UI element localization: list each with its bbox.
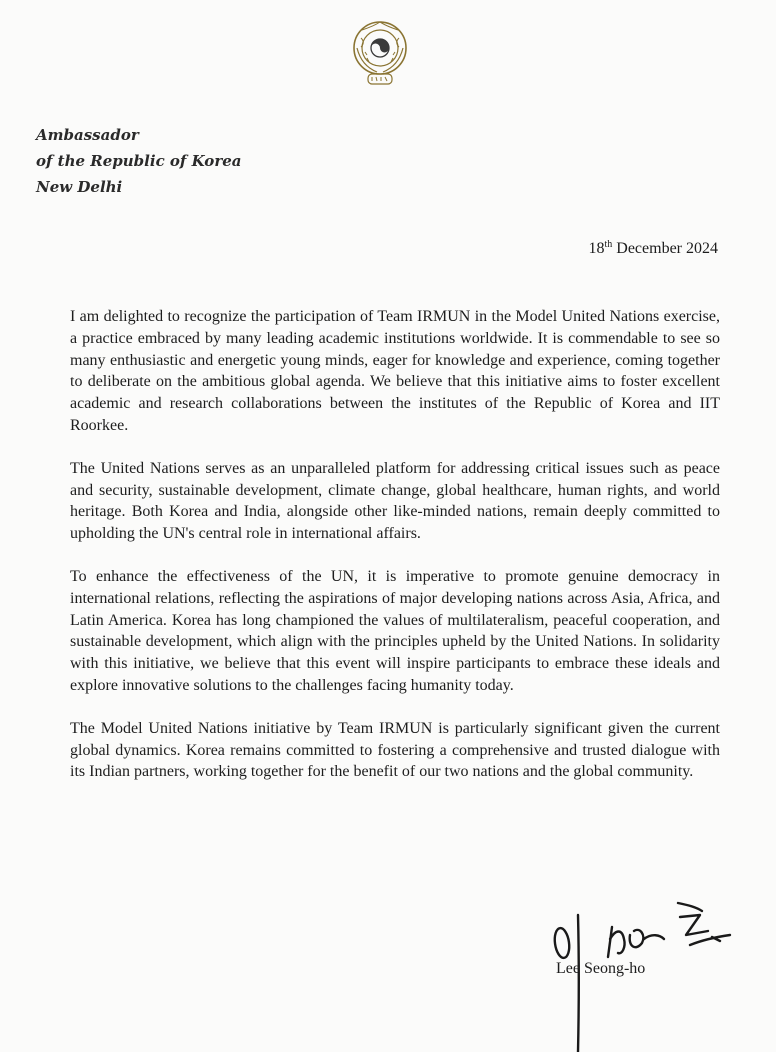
letterhead-country: of the Republic of Korea (36, 152, 242, 170)
date-suffix: th (604, 239, 613, 250)
date-day: 18 (588, 240, 605, 257)
paragraph: The Model United Nations initiative by Team IRMUN is particularly significant given the current global dynamics. Korea remains committed to fostering a comprehensive and trusted dialogue with its Indian partners, working together for the benefit of our two nations and the global community. (70, 719, 720, 781)
paragraph: I am delighted to recognize the participation of Team IRMUN in the Model United Nations exercise, a practice embraced by many leading academic institutions worldwide. It is commendable to see so many enthusiastic and energetic young minds, eager for knowledge and experience, coming together to deliberate on the ambitious global agenda. We believe that this initiative aims to foster excellent academic and research collaborations between the institutes of the Republic of Korea and IIT Roorkee. (70, 308, 720, 434)
signer-name: Lee Seong-ho (556, 960, 646, 977)
paragraph: To enhance the effectiveness of the UN, it is imperative to promote genuine democracy in international relations, reflecting the aspirations of major developing nations across Asia, Africa, and Latin America. Korea has long championed the values of multilateralism, peaceful cooperation, and sustainable development, which align with the principles upheld by the United Nations. In solidarity with this initiative, we believe that this event will inspire participants to embrace these ideals and explore innovative solutions to the challenges facing humanity today. (70, 567, 720, 694)
paragraph: The United Nations serves as an unparalleled platform for addressing critical issues such as peace and security, sustainable development, climate change, global healthcare, human rights, and world heritage. Both Korea and India, alongside other like-minded nations, remain deeply committed to upholding the UN's central role in international affairs. (70, 459, 720, 543)
date-month-year: December 2024 (616, 240, 718, 257)
letterhead-city: New Delhi (36, 178, 123, 196)
seal-emblem-icon (351, 8, 409, 100)
letterhead-title: Ambassador (36, 126, 139, 144)
letter-date (588, 240, 718, 258)
letter-body (70, 306, 720, 804)
letterhead (36, 122, 241, 200)
